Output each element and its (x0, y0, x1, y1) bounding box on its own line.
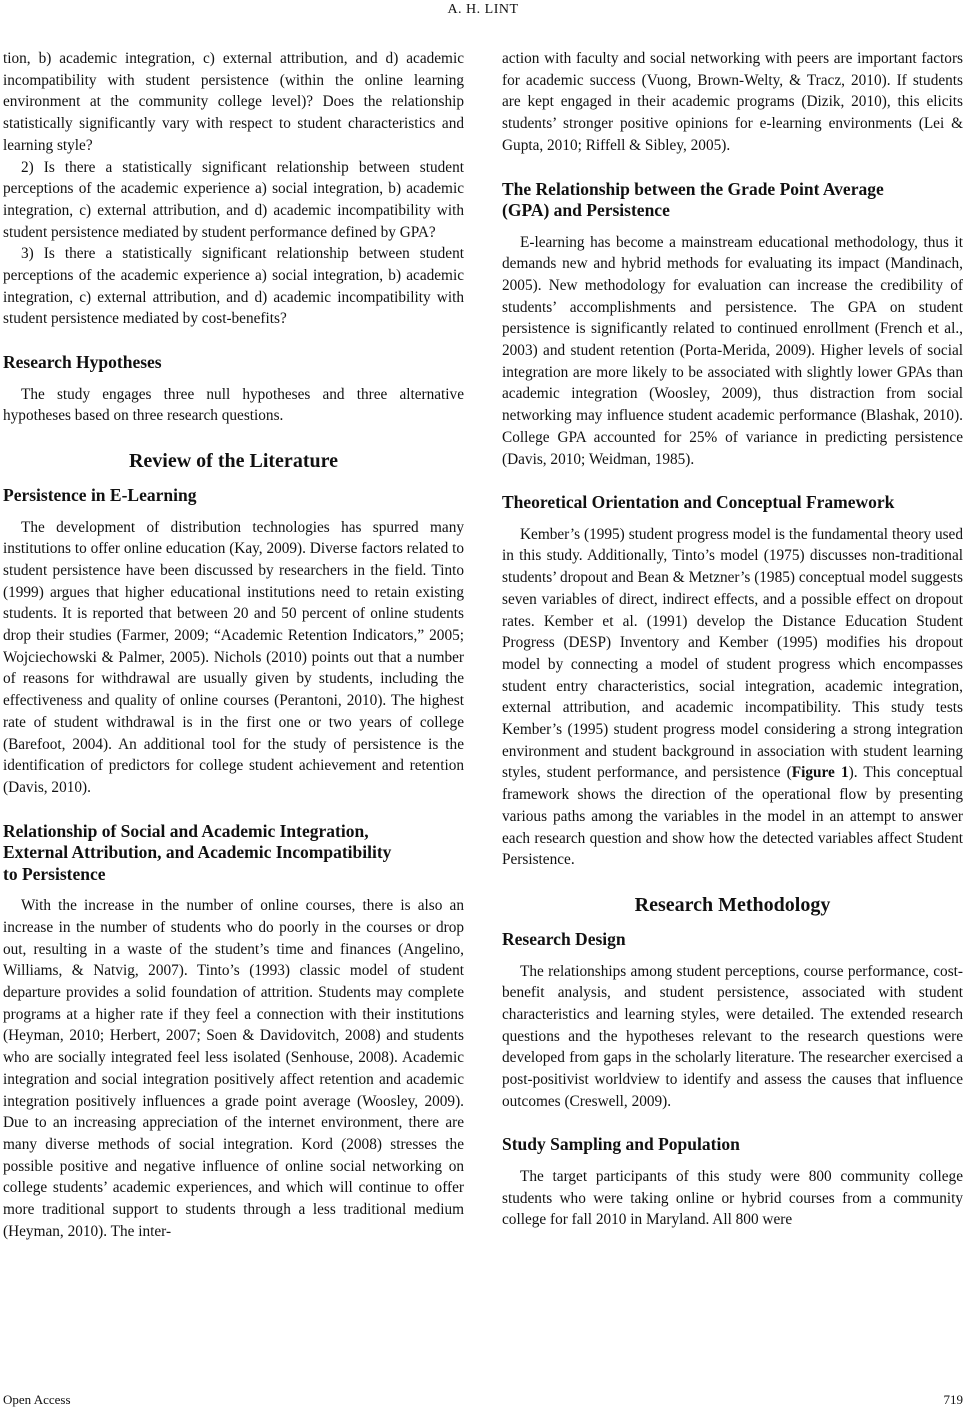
paragraph: The target participants of this study were 800 community college students who were taking online or hybrid courses from a community college for fall 2010 in Maryland. All 800 were (502, 1167, 963, 1229)
running-head: A. H. LINT (447, 2, 519, 17)
page-number: 719 (943, 1392, 963, 1407)
paragraph: 2) Is there a statistically significant relationship between student perceptions of the academic experience a) social integration, b) academic integration, c) external attribution, and d) academic incompatibility with student persistence mediated by student performance defined by GPA? (3, 158, 464, 241)
paragraph-text: ). This conceptual framework shows the direction of the operational flow by presenting various paths among the variables in the model in an attempt to answer each research question and show how the detected variables affect Student Persistence. (502, 764, 963, 869)
heading-relationship (3, 821, 464, 886)
figure-reference: Figure 1 (791, 764, 849, 782)
paragraph: 3) Is there a statistically significant relationship between student perceptions of the academic experience a) social integration, b) academic integration, c) external attribution, and d) academic incompatibility with student persistence mediated by cost-benefits? (3, 245, 464, 328)
paragraph: tion, b) academic integration, c) external attribution, and d) academic incompatibility with student persistence (within the online learning environment at the community college level)? Does the relationship statistically significantly vary with respect to student characteristics and learning style? (3, 50, 464, 154)
heading-line: to Persistence (3, 863, 106, 884)
paragraph: The relationships among student perceptions, course performance, cost-benefit analysis, and student persistence, associated with student characteristics and learning styles, were detailed. The extended research questions and the hypotheses relevant to the research questions were developed from gaps in the scholarly literature. The researcher exercised a post-positivist worldview to identify and assess the causes that influence outcomes (Creswell, 2009). (502, 962, 963, 1110)
heading-research-hypotheses: Research Hypotheses (3, 352, 162, 373)
paragraph: E-learning has become a mainstream educational methodology, thus it demands new and hybrid methods for evaluating its impact (Mandinach, 2005). New methodology for evaluation can increase the credibility of students’ accomplishments and persistence. The GPA on student persistence is significantly related to continued enrollment (French et al., 2003) and student retention (Porta-Merida, 2009). Higher levels of social integration are more likely to be associated with slightly lower GPAs than academic integration (Woosley, 2009), thus distraction from social networking may influence student academic performance (Blashak, 2010). College GPA accounted for 25% of variance in predicting persistence (Davis, 2010; Weidman, 1985). (502, 233, 963, 468)
heading-study-sampling: Study Sampling and Population (502, 1134, 740, 1155)
heading-persistence: Persistence in E-Learning (3, 485, 197, 506)
paragraph: action with faculty and social networking with peers are important factors for academic success (Vuong, Brown-Welty, & Tracz, 2010). If students are kept engaged in their academic programs (Dizik, 2010), this elicits students’ stronger positive opinions for e-learning environments (Lei & Gupta, 2010; Riffell & Sibley, 2005). (502, 50, 963, 154)
paragraph: With the increase in the number of online courses, there is also an increase in the number of students who do poorly in the courses or drop out, resulting in a waste of the student’s time and finances (Angelino, Williams, & Natvig, 2007). Tinto’s (1993) classic model of student departure provides a solid foundation of attrition. Students may complete programs at a higher rate if they feel a connection with their institutions (Heyman, 2010; Herbert, 2007; Soen & Davidovitch, 2008) and students who are socially integrated feel less isolated (Senhouse, 2008). Academic integration and social integration positively affect retention and academic integration positively influences a grade point average (Woosley, 2009). Due to an increasing appreciation of the internet environment, there are many diverse methods of social integration. Kord (2008) stresses the possible positive and negative influence of online social networking on college students’ academic experiences, and which will continue to offer more traditional support to students through a less traditional medium (Heyman, 2010). The inter- (3, 897, 464, 1240)
paragraph: The development of distribution technologies has spurred many institutions to offer online education (Kay, 2009). Diverse factors related to student persistence have been discussed by researchers in the field. Tinto (1999) argues that higher educational institutions need to retain existing students. It is reported that between 20 and 50 percent of online students drop their studies (Farmer, 2009; “Academic Retention Indicators,” 2005; Wojciechowski & Palmer, 2005). Nichols (2010) points out that a number of reasons for withdrawal are usually given by students, including the effectiveness and quality of online courses (Perantoni, 2010). The highest rate of student withdrawal is in the first one or two years of college (Barefoot, 2004). An additional tool for the study of persistence is the identification of predictors for college student achievement and retention (Davis, 2010). (3, 518, 464, 796)
heading-line: Relationship of Social and Academic Integration, (3, 820, 369, 841)
paragraph-text: Kember’s (1995) student progress model is the fundamental theory used in this study. Additionally, Tinto’s model (1975) discusses non-traditional students’ dropout and Bean & Metzner’s (1985) conceptual model suggests seven variables of direct, indirect effects, and a possible effect on dropout rates. Kember et al. (1991) develop the Distance Education Student Progress (DESP) Inventory and Kember (1995) modifies his dropout model by connecting a model of student progress which encompasses student entry characteristics, social integration, academic integration, external attribution, and academic incompatibility. This study tests Kember’s (1995) student progress model considering a strong integration environment and student background in association with student learning styles, student performance, and persistence ( (502, 525, 963, 782)
heading-review-of-literature: Review of the Literature (128, 450, 338, 473)
heading-theoretical-orientation: Theoretical Orientation and Conceptual Framework (502, 492, 895, 513)
heading-line: The Relationship between the Grade Point Average (502, 178, 884, 199)
heading-research-design: Research Design (502, 929, 626, 949)
heading-gpa-persistence (502, 179, 963, 222)
right-column (502, 48, 963, 1231)
left-column (3, 48, 464, 1242)
heading-line: External Attribution, and Academic Incompatibility (3, 842, 392, 863)
paragraph (502, 524, 963, 871)
paragraph: The study engages three null hypotheses and three alternative hypotheses based on three research questions. (3, 385, 464, 425)
heading-research-methodology: Research Methodology (634, 894, 831, 916)
heading-line: (GPA) and Persistence (502, 200, 670, 221)
footer-open-access: Open Access (3, 1392, 71, 1407)
